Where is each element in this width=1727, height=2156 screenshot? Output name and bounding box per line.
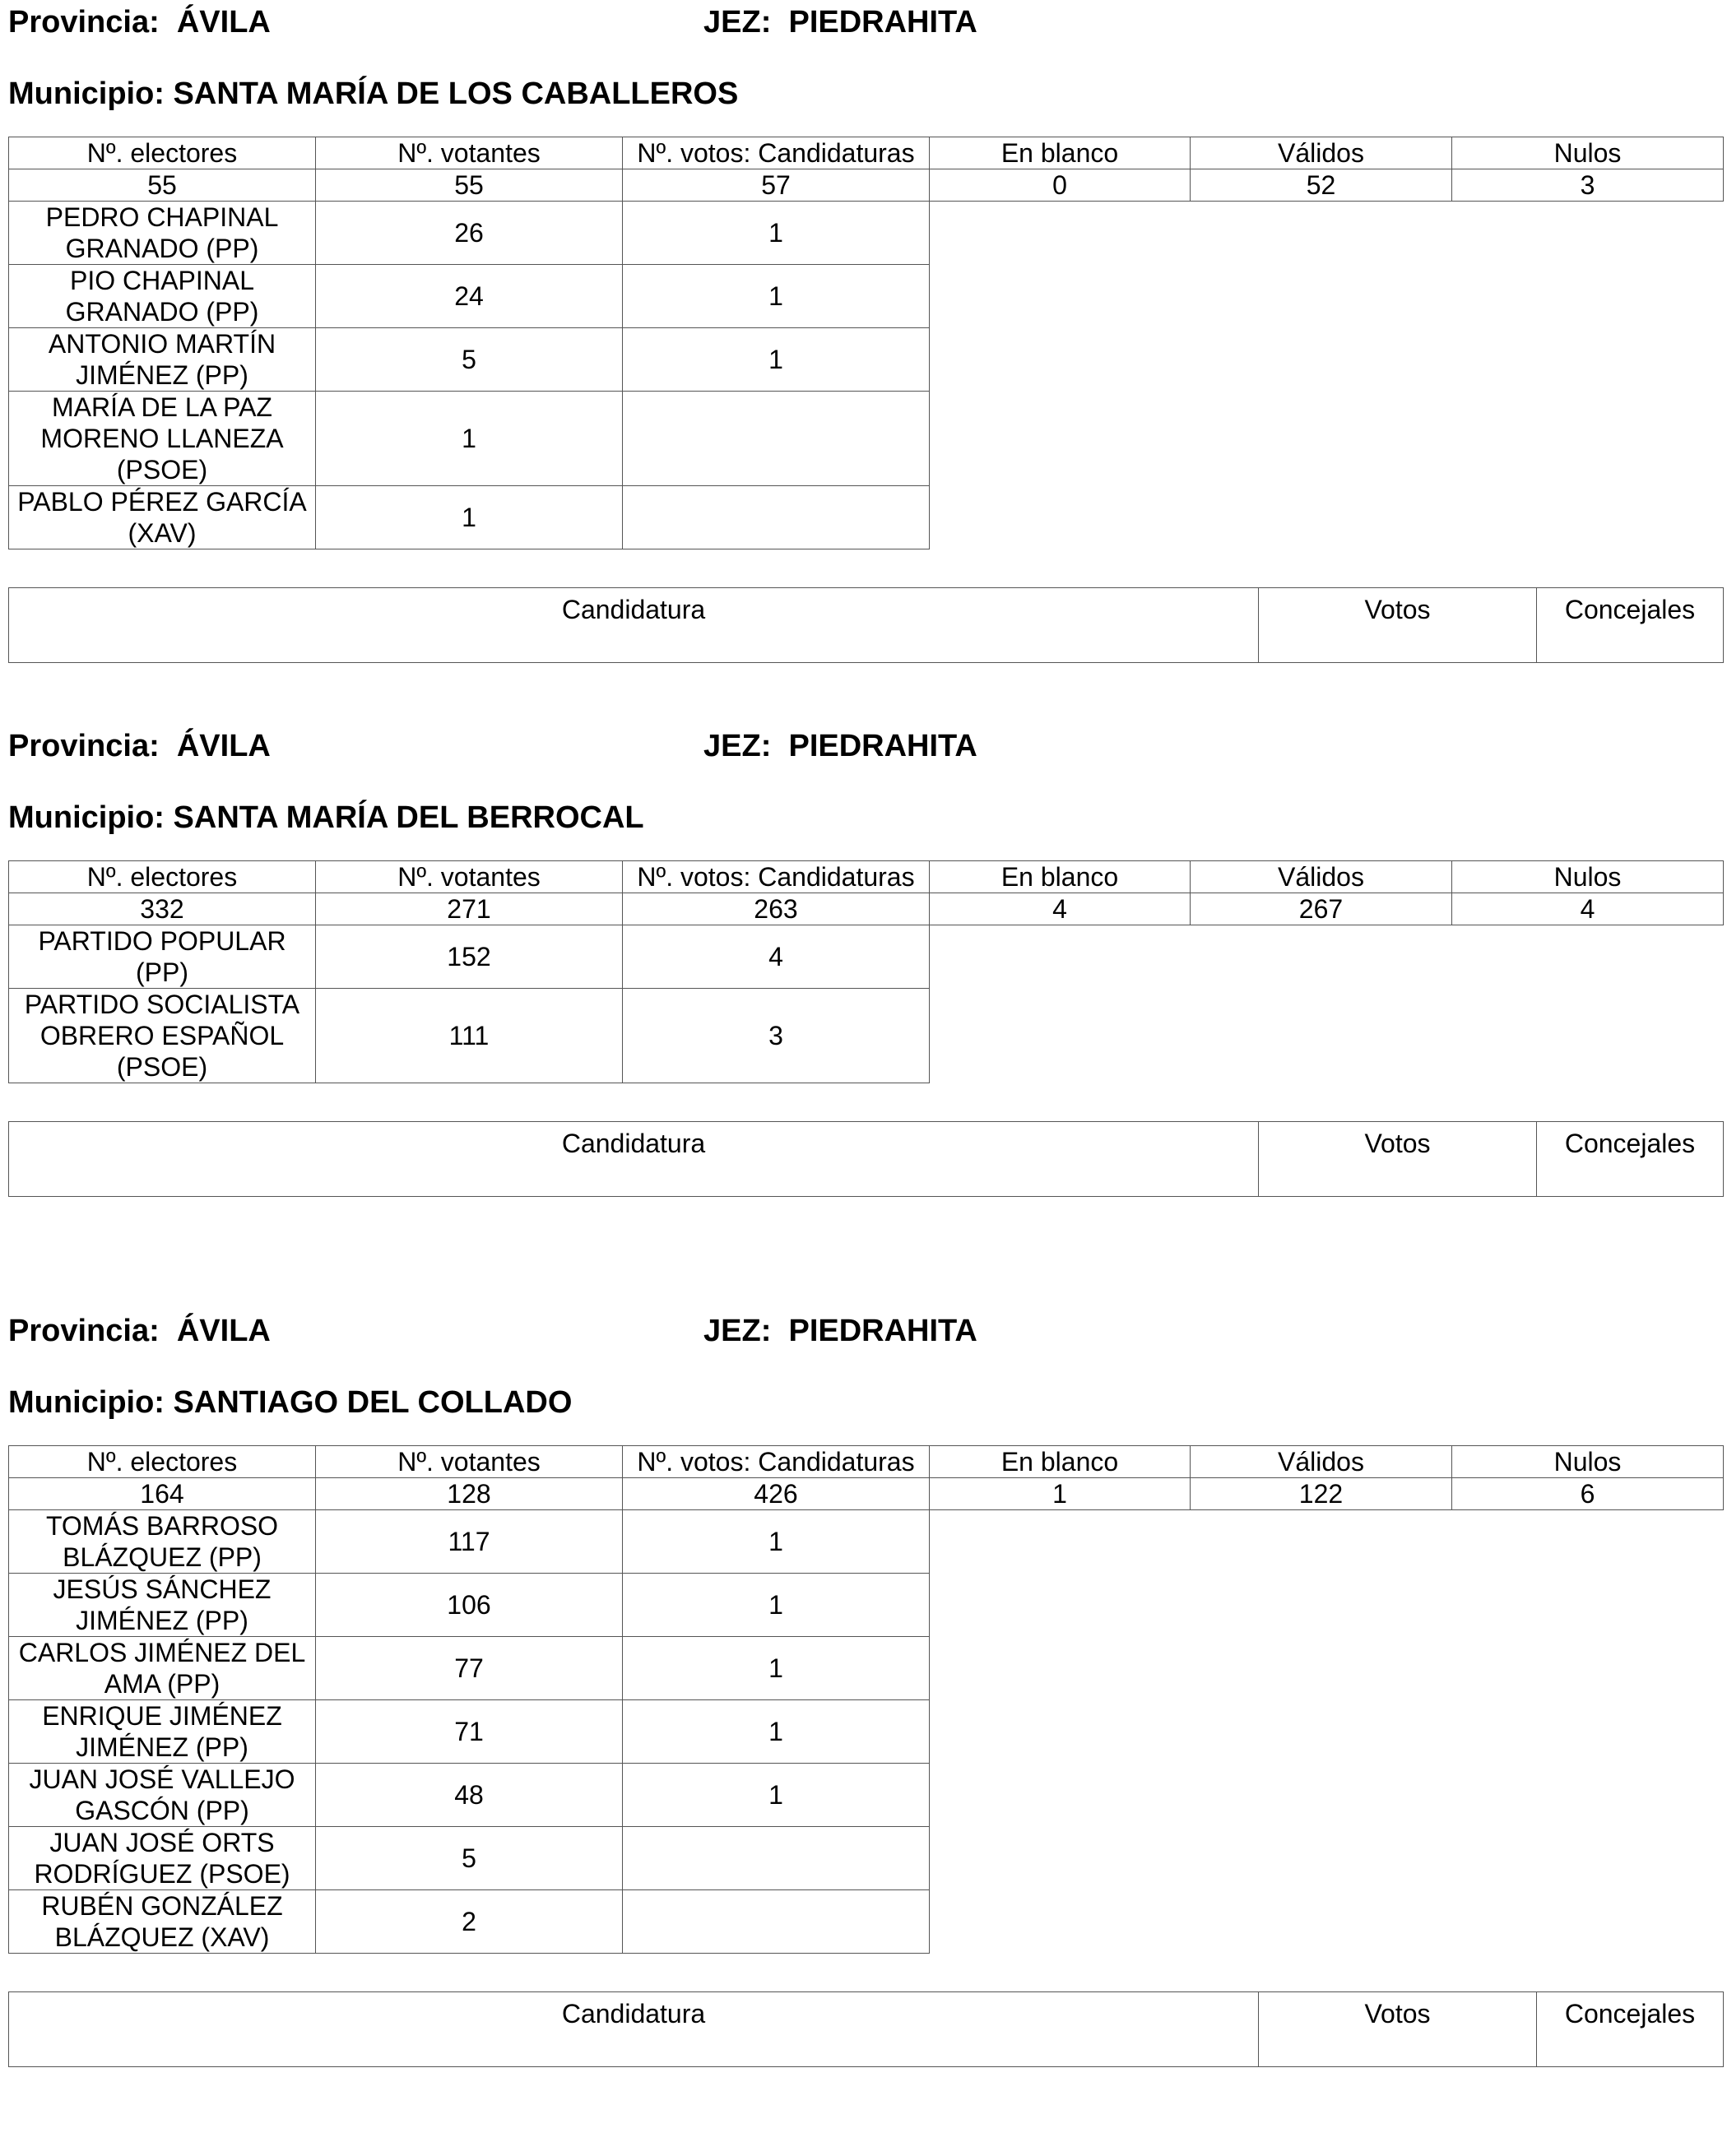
province-heading	[8, 5, 271, 40]
candidatures-table	[8, 1991, 1724, 2067]
candidatures-header-row	[9, 588, 1724, 663]
table-row	[9, 1700, 1724, 1764]
summary-header-electores: Nº. electores	[9, 1446, 316, 1478]
summary-value-votantes: 271	[316, 893, 623, 925]
candidate-name: ENRIQUE JIMÉNEZ JIMÉNEZ (PP)	[9, 1700, 316, 1764]
header-row	[8, 724, 1723, 773]
jez-value: PIEDRAHITA	[788, 5, 977, 39]
municipality-block	[8, 0, 1723, 663]
summary-header-votos-candidaturas: Nº. votos: Candidaturas	[623, 137, 930, 169]
candidate-name: PIO CHAPINAL GRANADO (PP)	[9, 265, 316, 328]
summary-header-en-blanco: En blanco	[930, 137, 1191, 169]
municipality-heading	[8, 1386, 1723, 1419]
municipality-heading	[8, 77, 1723, 110]
municipality-label: Municipio:	[8, 1385, 174, 1420]
summary-table	[8, 137, 1724, 549]
municipality-block	[8, 1309, 1723, 2067]
summary-header-validos: Válidos	[1191, 861, 1452, 893]
summary-header-en-blanco: En blanco	[930, 861, 1191, 893]
candidate-councillors: 1	[623, 202, 930, 265]
summary-value-row	[9, 1478, 1724, 1510]
summary-value-electores: 332	[9, 893, 316, 925]
candidate-councillors: 1	[623, 1637, 930, 1700]
header-votos: Votos	[1259, 1122, 1537, 1197]
summary-value-nulos: 3	[1452, 169, 1724, 202]
summary-header-votantes: Nº. votantes	[316, 861, 623, 893]
candidate-votes: 48	[316, 1764, 623, 1827]
jez-value: PIEDRAHITA	[788, 729, 977, 763]
summary-value-votos-candidaturas: 426	[623, 1478, 930, 1510]
jez-label: JEZ:	[703, 729, 789, 763]
summary-table	[8, 860, 1724, 1083]
candidatures-header-row	[9, 1122, 1724, 1197]
candidate-councillors: 1	[623, 1764, 930, 1827]
summary-header-row	[9, 861, 1724, 893]
candidate-councillors: 4	[623, 925, 930, 989]
header-concejales: Concejales	[1537, 588, 1724, 663]
summary-value-en-blanco: 4	[930, 893, 1191, 925]
table-row	[9, 1890, 1724, 1954]
summary-value-validos: 267	[1191, 893, 1452, 925]
summary-value-votos-candidaturas: 57	[623, 169, 930, 202]
candidate-name: ANTONIO MARTÍN JIMÉNEZ (PP)	[9, 328, 316, 392]
summary-header-votantes: Nº. votantes	[316, 1446, 623, 1478]
candidate-votes: 5	[316, 328, 623, 392]
summary-header-votos-candidaturas: Nº. votos: Candidaturas	[623, 861, 930, 893]
candidate-votes: 152	[316, 925, 623, 989]
province-value: ÁVILA	[176, 729, 271, 763]
candidate-councillors: 1	[623, 1700, 930, 1764]
header-votos: Votos	[1259, 588, 1537, 663]
candidatures-header-row	[9, 1992, 1724, 2067]
province-heading	[8, 1314, 271, 1349]
summary-value-nulos: 6	[1452, 1478, 1724, 1510]
candidate-name: MARÍA DE LA PAZ MORENO LLANEZA (PSOE)	[9, 392, 316, 486]
summary-header-validos: Válidos	[1191, 137, 1452, 169]
municipality-value: SANTA MARÍA DEL BERROCAL	[173, 800, 644, 835]
municipality-block	[8, 724, 1723, 1197]
summary-header-en-blanco: En blanco	[930, 1446, 1191, 1478]
summary-value-votantes: 128	[316, 1478, 623, 1510]
summary-value-validos: 122	[1191, 1478, 1452, 1510]
candidatures-table	[8, 1121, 1724, 1197]
candidate-votes: 2	[316, 1890, 623, 1954]
header-candidatura: Candidatura	[9, 1992, 1259, 2067]
summary-header-votantes: Nº. votantes	[316, 137, 623, 169]
candidate-votes: 106	[316, 1574, 623, 1637]
municipality-label: Municipio:	[8, 77, 174, 111]
jez-heading	[703, 5, 977, 40]
candidate-name: PARTIDO SOCIALISTA OBRERO ESPAÑOL (PSOE)	[9, 989, 316, 1083]
candidate-name: JESÚS SÁNCHEZ JIMÉNEZ (PP)	[9, 1574, 316, 1637]
province-value: ÁVILA	[176, 5, 271, 39]
table-row	[9, 989, 1724, 1083]
candidate-name: PARTIDO POPULAR (PP)	[9, 925, 316, 989]
candidate-votes: 71	[316, 1700, 623, 1764]
table-row	[9, 265, 1724, 328]
table-row	[9, 1637, 1724, 1700]
candidate-councillors	[623, 1827, 930, 1890]
candidate-councillors	[623, 392, 930, 486]
summary-header-validos: Válidos	[1191, 1446, 1452, 1478]
province-heading	[8, 729, 271, 764]
municipality-heading	[8, 801, 1723, 834]
table-row	[9, 925, 1724, 989]
candidate-councillors: 3	[623, 989, 930, 1083]
table-row	[9, 1827, 1724, 1890]
summary-header-nulos: Nulos	[1452, 1446, 1724, 1478]
summary-value-votos-candidaturas: 263	[623, 893, 930, 925]
jez-value: PIEDRAHITA	[788, 1314, 977, 1348]
summary-header-electores: Nº. electores	[9, 861, 316, 893]
summary-table	[8, 1445, 1724, 1954]
candidate-name: CARLOS JIMÉNEZ DEL AMA (PP)	[9, 1637, 316, 1700]
summary-value-en-blanco: 1	[930, 1478, 1191, 1510]
header-concejales: Concejales	[1537, 1992, 1724, 2067]
summary-value-votantes: 55	[316, 169, 623, 202]
header-votos: Votos	[1259, 1992, 1537, 2067]
table-row	[9, 1574, 1724, 1637]
municipality-value: SANTIAGO DEL COLLADO	[173, 1385, 573, 1420]
header-candidatura: Candidatura	[9, 588, 1259, 663]
candidate-votes: 77	[316, 1637, 623, 1700]
candidate-votes: 5	[316, 1827, 623, 1890]
candidate-votes: 1	[316, 486, 623, 549]
municipality-value: SANTA MARÍA DE LOS CABALLEROS	[173, 77, 739, 111]
summary-value-row	[9, 893, 1724, 925]
candidate-name: JUAN JOSÉ VALLEJO GASCÓN (PP)	[9, 1764, 316, 1827]
municipality-label: Municipio:	[8, 800, 174, 835]
candidate-votes: 24	[316, 265, 623, 328]
summary-header-votos-candidaturas: Nº. votos: Candidaturas	[623, 1446, 930, 1478]
jez-label: JEZ:	[703, 5, 789, 39]
summary-value-en-blanco: 0	[930, 169, 1191, 202]
summary-value-electores: 164	[9, 1478, 316, 1510]
table-row	[9, 392, 1724, 486]
candidate-councillors: 1	[623, 328, 930, 392]
candidate-councillors: 1	[623, 265, 930, 328]
header-concejales: Concejales	[1537, 1122, 1724, 1197]
header-row	[8, 0, 1723, 49]
table-row	[9, 328, 1724, 392]
jez-heading	[703, 1314, 977, 1349]
province-label: Provincia:	[8, 5, 177, 39]
summary-value-validos: 52	[1191, 169, 1452, 202]
header-candidatura: Candidatura	[9, 1122, 1259, 1197]
candidate-name: PABLO PÉREZ GARCÍA (XAV)	[9, 486, 316, 549]
candidate-name: TOMÁS BARROSO BLÁZQUEZ (PP)	[9, 1510, 316, 1574]
jez-label: JEZ:	[703, 1314, 789, 1348]
summary-header-electores: Nº. electores	[9, 137, 316, 169]
candidate-name: JUAN JOSÉ ORTS RODRÍGUEZ (PSOE)	[9, 1827, 316, 1890]
summary-header-row	[9, 1446, 1724, 1478]
summary-value-nulos: 4	[1452, 893, 1724, 925]
province-label: Provincia:	[8, 1314, 177, 1348]
candidate-votes: 111	[316, 989, 623, 1083]
candidate-councillors: 1	[623, 1574, 930, 1637]
province-value: ÁVILA	[176, 1314, 271, 1348]
candidate-councillors	[623, 1890, 930, 1954]
summary-header-nulos: Nulos	[1452, 137, 1724, 169]
summary-value-row	[9, 169, 1724, 202]
candidate-councillors	[623, 486, 930, 549]
table-row	[9, 1764, 1724, 1827]
candidate-name: PEDRO CHAPINAL GRANADO (PP)	[9, 202, 316, 265]
candidate-votes: 26	[316, 202, 623, 265]
table-row	[9, 1510, 1724, 1574]
candidate-name: RUBÉN GONZÁLEZ BLÁZQUEZ (XAV)	[9, 1890, 316, 1954]
province-label: Provincia:	[8, 729, 177, 763]
candidatures-table	[8, 587, 1724, 663]
candidate-votes: 1	[316, 392, 623, 486]
header-row	[8, 1309, 1723, 1358]
table-row	[9, 202, 1724, 265]
candidate-votes: 117	[316, 1510, 623, 1574]
candidate-councillors: 1	[623, 1510, 930, 1574]
jez-heading	[703, 729, 977, 764]
table-row	[9, 486, 1724, 549]
summary-header-nulos: Nulos	[1452, 861, 1724, 893]
summary-value-electores: 55	[9, 169, 316, 202]
summary-header-row	[9, 137, 1724, 169]
